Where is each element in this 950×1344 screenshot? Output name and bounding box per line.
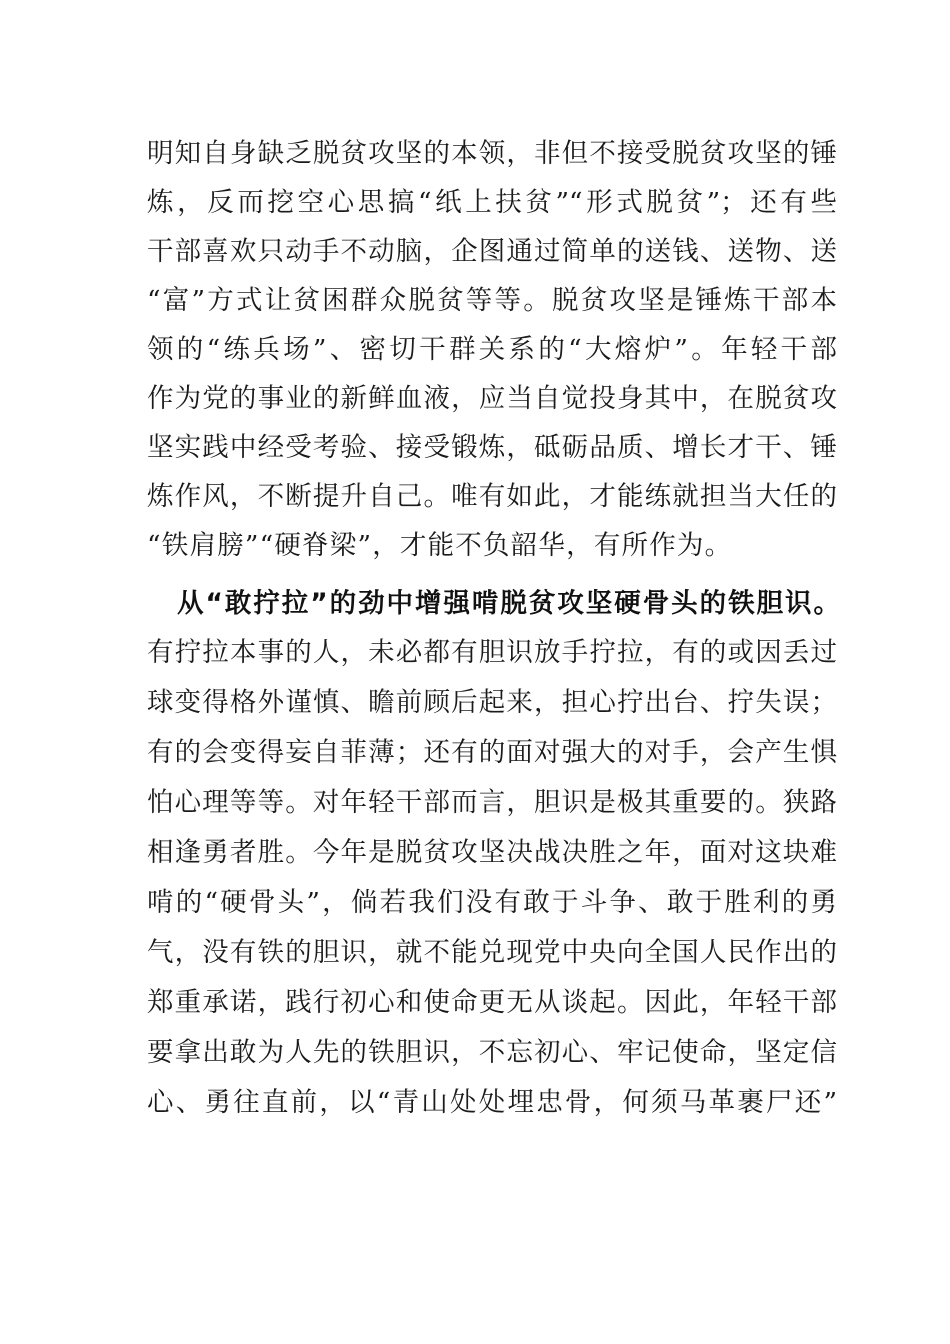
body-text-line: “富”方式让贫困群众脱贫等等。脱贫攻坚是锤炼干部本 <box>147 285 837 316</box>
body-text-line: “铁肩膀”“硬脊梁”，才能不负韶华，有所作为。 <box>147 530 733 561</box>
body-text-line: 相逢勇者胜。今年是脱贫攻坚决战决胜之年，面对这块难 <box>147 837 837 868</box>
body-text-line: 坚实践中经受考验、接受锻炼，砥砺品质、增长才干、锤 <box>147 432 837 463</box>
body-text-line: 郑重承诺，践行初心和使命更无从谈起。因此，年轻干部 <box>147 987 837 1018</box>
body-text-line: 有拧拉本事的人，未必都有胆识放手拧拉，有的或因丢过 <box>147 637 837 668</box>
body-text-line: 球变得格外谨慎、瞻前顾后起来，担心拧出台、拧失误； <box>147 687 837 718</box>
body-text-line: 领的“练兵场”、密切干群关系的“大熔炉”。年轻干部 <box>147 334 837 365</box>
body-text-line: 怕心理等等。对年轻干部而言，胆识是极其重要的。狭路 <box>147 787 837 818</box>
body-text-line: 心、勇往直前，以“青山处处埋忠骨，何须马革裹尸还” <box>147 1087 837 1118</box>
body-text-line: 气，没有铁的胆识，就不能兑现党中央向全国人民作出的 <box>147 937 837 968</box>
body-text-line: 要拿出敢为人先的铁胆识，不忘初心、牢记使命，坚定信 <box>147 1037 837 1068</box>
body-text-line: 炼，反而挖空心思搞“纸上扶贫”“形式脱贫”；还有些 <box>147 187 837 218</box>
body-text-line: 明知自身缺乏脱贫攻坚的本领，非但不接受脱贫攻坚的锤 <box>147 138 837 169</box>
body-text-line: 干部喜欢只动手不动脑，企图通过简单的送钱、送物、送 <box>147 236 837 267</box>
body-text-line: 作为党的事业的新鲜血液，应当自觉投身其中，在脱贫攻 <box>147 383 837 414</box>
body-text-line: 啃的“硬骨头”，倘若我们没有敢于斗争、敢于胜利的勇 <box>147 887 837 918</box>
body-text-line: 炼作风，不断提升自己。唯有如此，才能练就担当大任的 <box>147 481 837 512</box>
section-heading: 从“敢拧拉”的劲中增强啃脱贫攻坚硬骨头的铁胆识。 <box>177 588 840 619</box>
body-text-line: 有的会变得妄自菲薄；还有的面对强大的对手，会产生惧 <box>147 737 837 768</box>
